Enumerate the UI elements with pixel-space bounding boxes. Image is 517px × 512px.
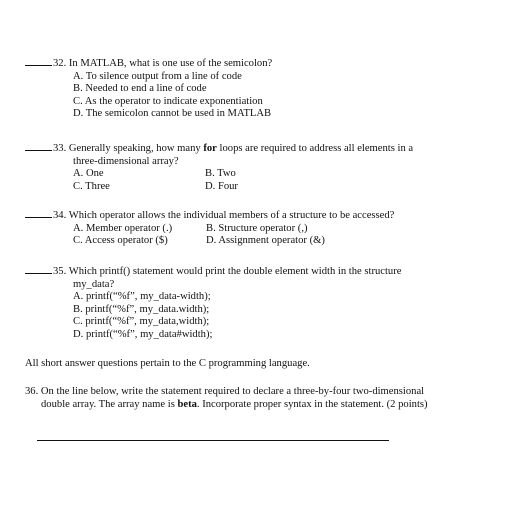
option-a: A. printf(“%f”, my_data-width);: [73, 291, 211, 303]
option-d: D. printf(“%f”, my_data#width);: [73, 328, 213, 340]
option-b: B. Needed to end a line of code: [73, 83, 207, 95]
option-b: B. printf(“%f”, my_data.width);: [73, 303, 210, 315]
question-number: 33.: [53, 143, 67, 154]
question-stem-line2-end: . Incorporate proper syntax in the statement. (2 points): [196, 398, 428, 410]
option-b: B. Two: [205, 168, 236, 180]
answer-line[interactable]: [37, 440, 389, 441]
answer-blank[interactable]: [25, 264, 52, 274]
option-b: B. Structure operator (,): [206, 222, 308, 234]
question-number: 34.: [53, 210, 67, 221]
question-stem-end: loops are required to address all elements in a: [216, 143, 414, 154]
option-d: D. Four: [205, 180, 238, 192]
option-a: A. To silence output from a line of code: [73, 70, 242, 82]
section-note: All short answer questions pertain to the C programming language.: [25, 358, 310, 369]
answer-blank[interactable]: [25, 56, 52, 66]
option-d: D. Assignment operator (&): [206, 235, 325, 247]
question-stem: Which printf() statement would print the double element width in the structure: [68, 266, 402, 277]
option-c: C. As the operator to indicate exponentiation: [73, 95, 263, 107]
question-34: [25, 208, 505, 248]
question-stem-line2-start: double array. The array name is: [41, 398, 178, 410]
option-d: D. The semicolon cannot be used in MATLAB: [73, 108, 272, 120]
question-number: 36.: [25, 386, 39, 397]
question-35: [25, 264, 505, 342]
option-row: [25, 181, 505, 194]
question-stem-line2: my_data?: [73, 278, 115, 290]
question-36: [25, 386, 495, 411]
option-row: [25, 168, 505, 181]
option-a: A. Member operator (.): [73, 222, 173, 234]
question-stem: Which operator allows the individual members of a structure to be accessed?: [68, 210, 395, 221]
question-32: [25, 56, 505, 121]
keyword-for: for: [203, 143, 217, 154]
question-stem: In MATLAB, what is one use of the semicolon?: [68, 58, 273, 69]
question-stem-line2: three-dimensional array?: [73, 155, 179, 167]
question-33: [25, 141, 505, 193]
answer-blank[interactable]: [25, 141, 52, 151]
question-stem: On the line below, write the statement required to declare a three-by-four two-dimensional: [40, 386, 425, 397]
question-stem-start: Generally speaking, how many: [68, 143, 204, 154]
question-number: 32.: [53, 58, 67, 69]
option-c: C. printf(“%f”, my_data,width);: [73, 316, 210, 328]
option-c: C. Three: [73, 180, 110, 192]
option-a: A. One: [73, 168, 104, 180]
option-c: C. Access operator ($): [73, 235, 168, 247]
answer-blank[interactable]: [25, 208, 52, 218]
question-number: 35.: [53, 266, 67, 277]
option-row: [25, 223, 505, 236]
option-row: [25, 235, 505, 248]
array-name: beta: [177, 398, 197, 410]
